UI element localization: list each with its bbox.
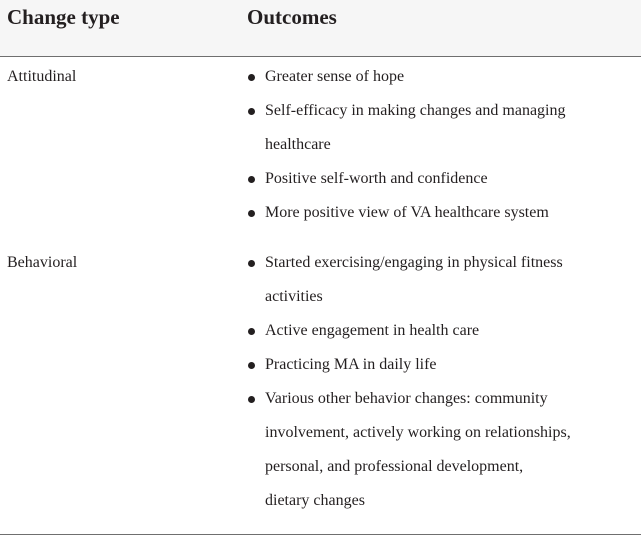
list-item-line: involvement, actively working on relationships, <box>265 424 571 441</box>
bullet-icon <box>248 74 255 81</box>
row-label-attitudinal: Attitudinal <box>7 68 77 85</box>
list-item-line: personal, and professional development, <box>265 458 524 475</box>
list-item-line: Active engagement in health care <box>265 322 480 339</box>
list-item <box>247 162 639 196</box>
behavioral-outcomes-list <box>247 246 639 518</box>
list-item-line: healthcare <box>265 136 331 153</box>
list-item <box>247 314 639 348</box>
bullet-icon <box>248 328 255 335</box>
list-item <box>247 94 639 162</box>
list-item <box>247 246 639 314</box>
list-item-line: Practicing MA in daily life <box>265 356 437 373</box>
column-header-change-type: Change type <box>7 5 120 29</box>
list-item <box>247 348 639 382</box>
list-item-line: activities <box>265 288 323 305</box>
bullet-icon <box>248 362 255 369</box>
list-item-line: Various other behavior changes: community <box>265 390 548 407</box>
list-item <box>247 196 639 230</box>
list-item-line: Greater sense of hope <box>265 68 405 85</box>
row-label-behavioral: Behavioral <box>7 254 78 271</box>
attitudinal-outcomes-list <box>247 60 639 230</box>
list-item <box>247 60 639 94</box>
list-item-line: Started exercising/engaging in physical fitness <box>265 254 563 271</box>
bullet-icon <box>248 176 255 183</box>
list-item-line: More positive view of VA healthcare system <box>265 204 549 221</box>
list-item <box>247 382 639 518</box>
table-bottom-rule <box>0 534 641 535</box>
list-item-line: Positive self-worth and confidence <box>265 170 488 187</box>
bullet-icon <box>248 108 255 115</box>
list-item-line: dietary changes <box>265 492 365 509</box>
list-item-line: Self-efficacy in making changes and managing <box>265 102 566 119</box>
bullet-icon <box>248 260 255 267</box>
bullet-icon <box>248 210 255 217</box>
column-header-outcomes: Outcomes <box>247 5 337 29</box>
table-header-row <box>0 0 641 56</box>
header-divider <box>0 56 641 57</box>
bullet-icon <box>248 396 255 403</box>
